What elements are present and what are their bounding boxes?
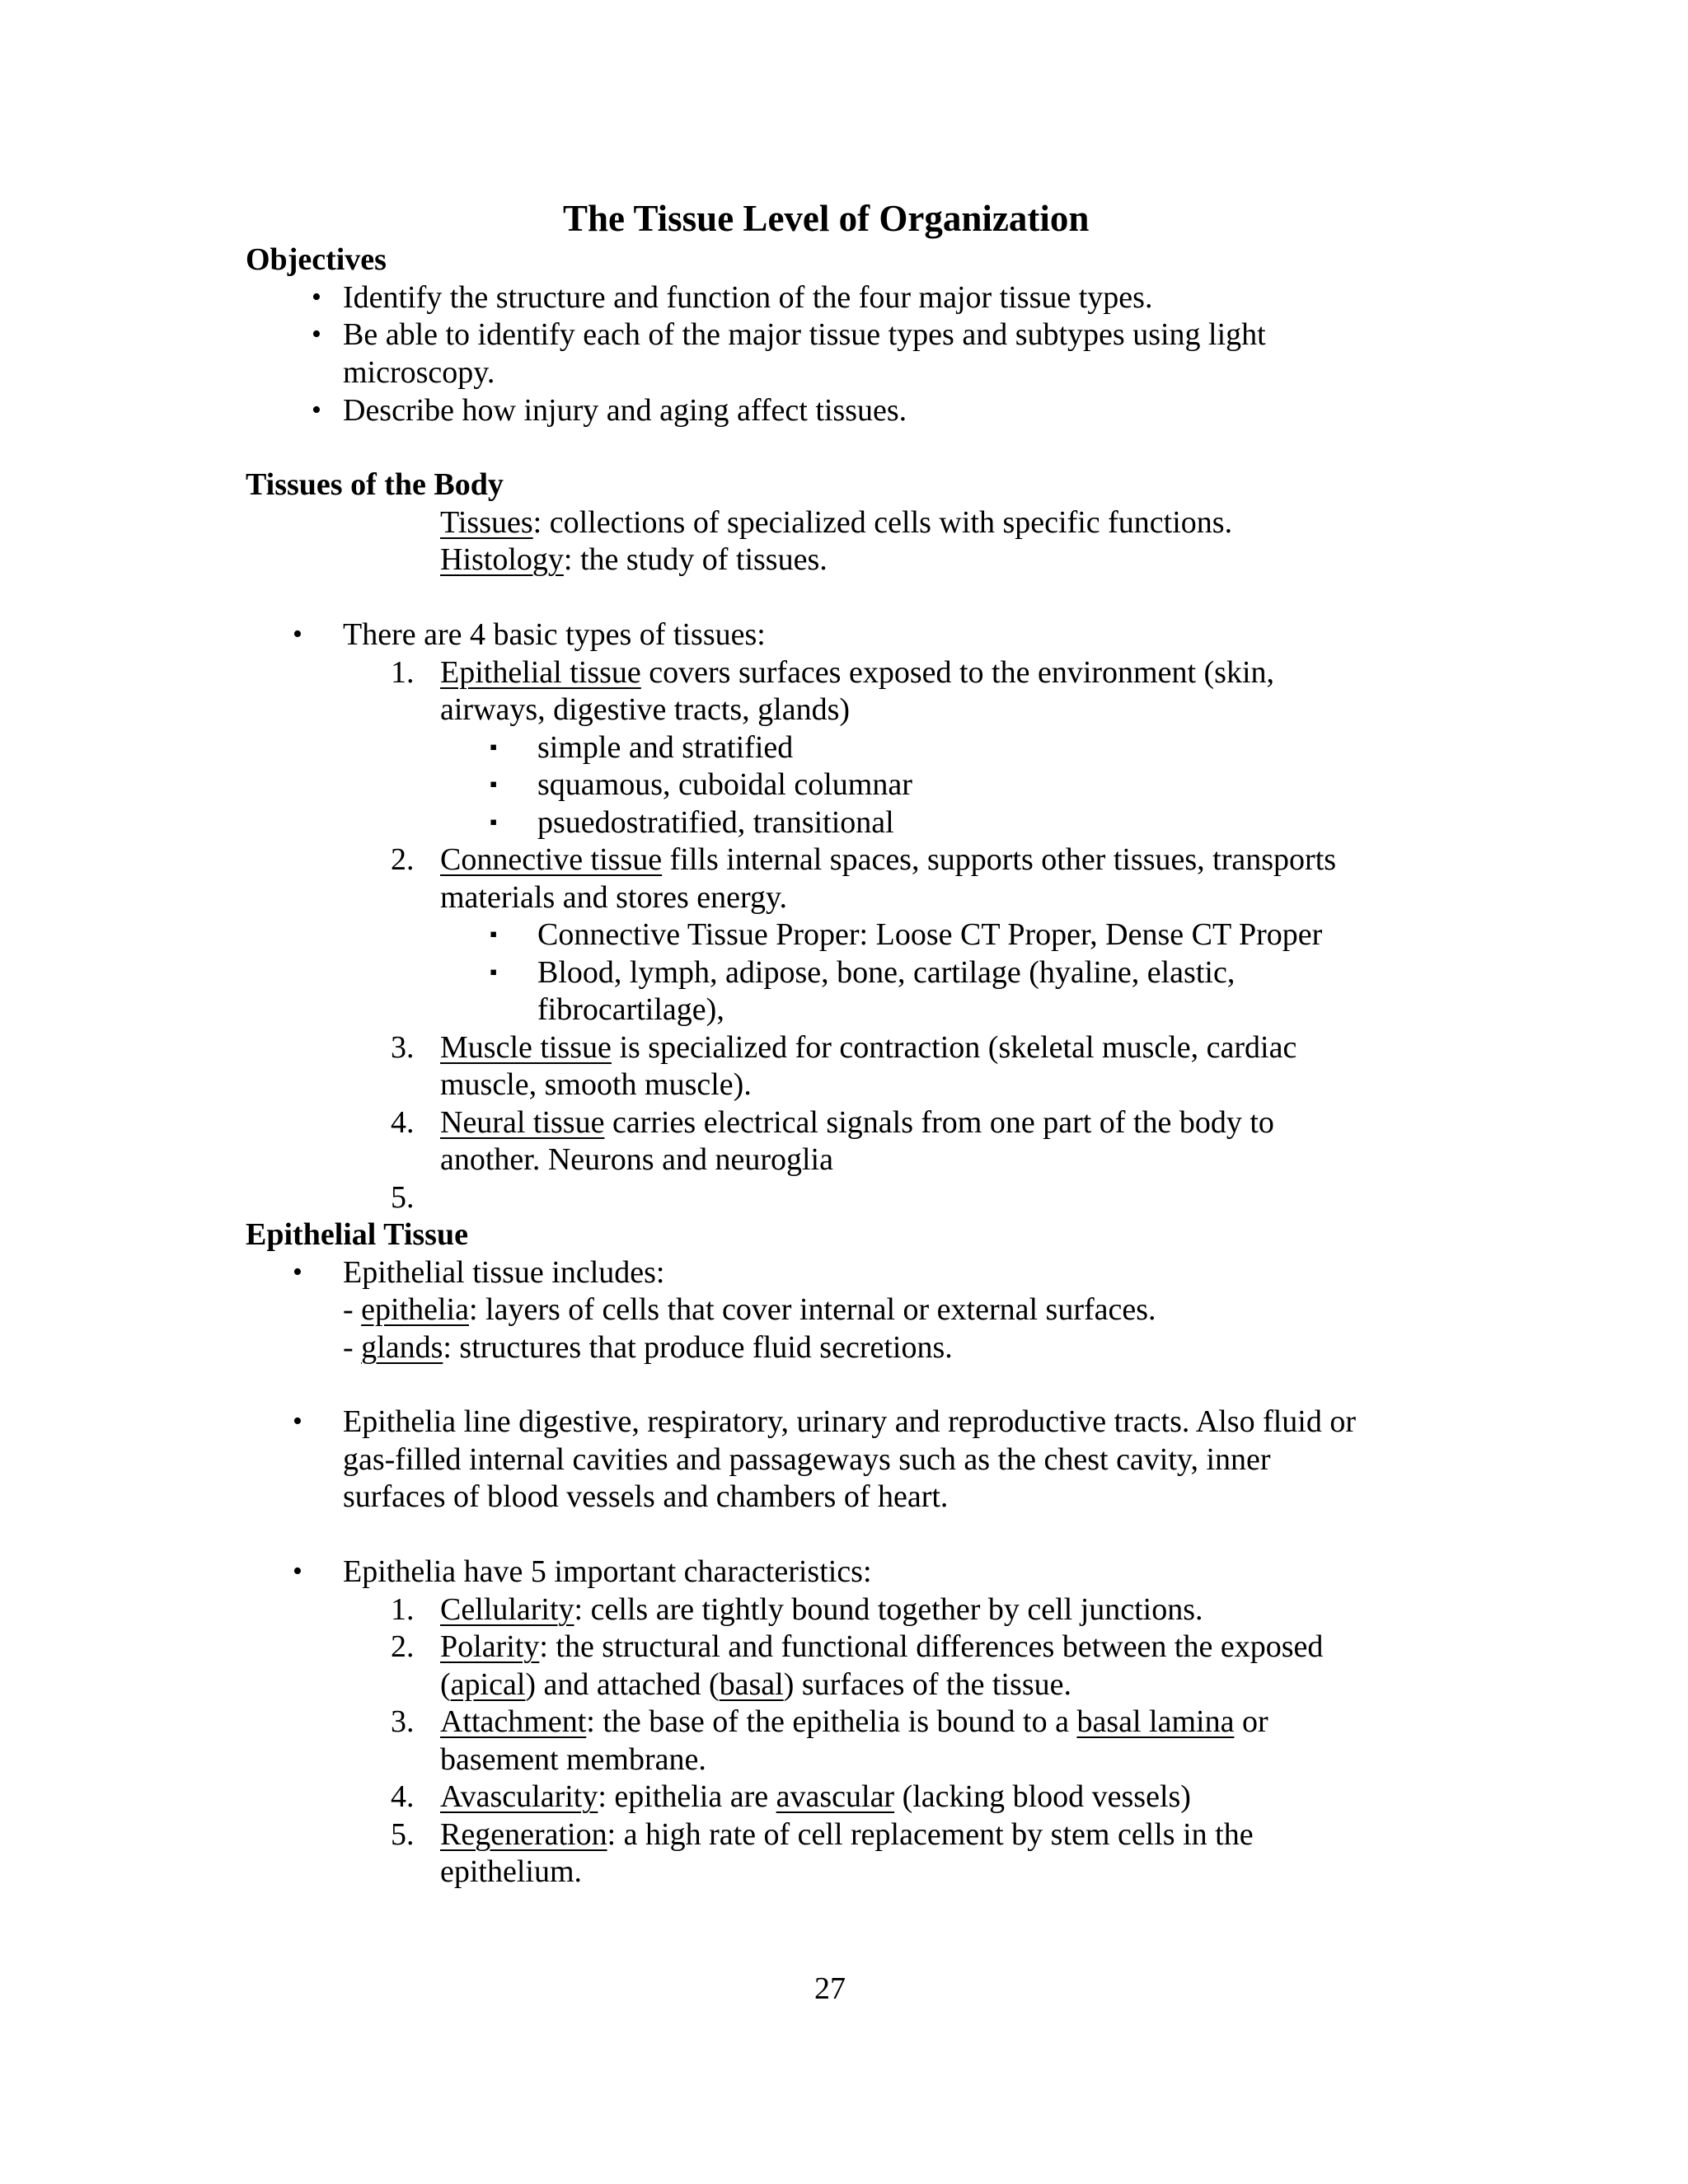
bullet: • bbox=[312, 282, 321, 312]
term: basal lamina bbox=[1076, 1704, 1235, 1739]
term: basal bbox=[719, 1667, 784, 1702]
list-number: 1. bbox=[391, 655, 415, 690]
tissue-type-connective: Connective tissue fills internal spaces, supports other tissues, transports bbox=[440, 842, 1337, 877]
list-number: 2. bbox=[391, 1629, 415, 1664]
list-number: 4. bbox=[391, 1105, 415, 1140]
term: Avascularity bbox=[440, 1779, 598, 1814]
paragraph-line: gas-filled internal cavities and passageways such as the chest cavity, inner bbox=[343, 1442, 1271, 1477]
term: Attachment bbox=[440, 1704, 587, 1739]
definition-tissues bbox=[440, 504, 1232, 541]
sub-item: Blood, lymph, adipose, bone, cartilage (hyaline, elastic, bbox=[537, 955, 1236, 990]
sub-item: squamous, cuboidal columnar bbox=[537, 767, 912, 802]
page-number: 27 bbox=[814, 1971, 846, 2006]
bullet: • bbox=[312, 319, 321, 349]
list-number: 2. bbox=[391, 842, 415, 877]
objective-item-continued: microscopy. bbox=[343, 355, 495, 390]
page-title: The Tissue Level of Organization bbox=[563, 198, 1090, 239]
objective-item: Be able to identify each of the major tissue types and subtypes using light bbox=[343, 317, 1266, 352]
tissue-types-intro: There are 4 basic types of tissues: bbox=[343, 617, 766, 652]
definition-histology bbox=[440, 541, 828, 579]
characteristic-avascularity: Avascularity: epithelia are avascular (lacking blood vessels) bbox=[440, 1779, 1191, 1814]
list-number: 5. bbox=[391, 1180, 415, 1215]
term: Cellularity bbox=[440, 1592, 574, 1627]
epithelial-heading: Epithelial Tissue bbox=[246, 1217, 468, 1252]
paragraph-line: surfaces of blood vessels and chambers of heart. bbox=[343, 1479, 949, 1514]
characteristic-attachment: Attachment: the base of the epithelia is bound to a basal lamina or bbox=[440, 1704, 1268, 1739]
square-bullet: ▪ bbox=[490, 922, 498, 946]
term: Tissues bbox=[440, 505, 533, 540]
characteristic-continued: epithelium. bbox=[440, 1854, 583, 1889]
term: apical bbox=[450, 1667, 526, 1702]
bullet: • bbox=[293, 1257, 302, 1287]
glands-definition: - glands: structures that produce fluid secretions. bbox=[343, 1330, 953, 1365]
objective-item: Describe how injury and aging affect tissues. bbox=[343, 393, 907, 428]
term: Connective tissue bbox=[440, 842, 663, 877]
tissue-type-muscle: Muscle tissue is specialized for contraction (skeletal muscle, cardiac bbox=[440, 1030, 1297, 1065]
sub-item: Connective Tissue Proper: Loose CT Proper, Dense CT Proper bbox=[537, 917, 1323, 952]
term: avascular bbox=[776, 1779, 895, 1814]
term: epithelia bbox=[361, 1292, 469, 1327]
objective-item: Identify the structure and function of the four major tissue types. bbox=[343, 280, 1153, 315]
term: glands bbox=[361, 1330, 443, 1365]
tissue-type-continued: materials and stores energy. bbox=[440, 880, 788, 915]
paragraph-line: Epithelia line digestive, respiratory, urinary and reproductive tracts. Also fluid or bbox=[343, 1404, 1357, 1439]
epithelial-intro: Epithelial tissue includes: bbox=[343, 1255, 665, 1290]
bullet: • bbox=[293, 619, 302, 649]
characteristic-continued: basement membrane. bbox=[440, 1742, 706, 1777]
characteristic-cellularity: Cellularity: cells are tightly bound together by cell junctions. bbox=[440, 1592, 1203, 1627]
term: Neural tissue bbox=[440, 1105, 605, 1140]
list-number: 3. bbox=[391, 1030, 415, 1065]
bullet: • bbox=[293, 1406, 302, 1436]
characteristic-regeneration: Regeneration: a high rate of cell replacement by stem cells in the bbox=[440, 1817, 1254, 1852]
term: Regeneration bbox=[440, 1817, 607, 1852]
list-number: 1. bbox=[391, 1592, 415, 1627]
definition-text: : the study of tissues. bbox=[563, 542, 828, 577]
term: Muscle tissue bbox=[440, 1030, 612, 1065]
list-number: 3. bbox=[391, 1704, 415, 1739]
list-number: 4. bbox=[391, 1779, 415, 1814]
epithelia-definition: - epithelia: layers of cells that cover internal or external surfaces. bbox=[343, 1292, 1156, 1327]
sub-item: simple and stratified bbox=[537, 730, 794, 765]
characteristic-polarity: Polarity: the structural and functional differences between the exposed bbox=[440, 1629, 1324, 1664]
tissue-type-continued: muscle, smooth muscle). bbox=[440, 1067, 752, 1102]
term: Epithelial tissue bbox=[440, 655, 641, 690]
characteristic-continued: (apical) and attached (basal) surfaces of the tissue. bbox=[440, 1667, 1071, 1702]
tissue-type-epithelial: Epithelial tissue covers surfaces exposed to the environment (skin, bbox=[440, 655, 1275, 690]
tissue-type-neural: Neural tissue carries electrical signals from one part of the body to bbox=[440, 1105, 1274, 1140]
square-bullet: ▪ bbox=[490, 772, 498, 796]
sub-item: psuedostratified, transitional bbox=[537, 805, 894, 840]
square-bullet: ▪ bbox=[490, 810, 498, 834]
bullet: • bbox=[293, 1556, 302, 1586]
term: Histology bbox=[440, 542, 564, 577]
square-bullet: ▪ bbox=[490, 960, 498, 984]
square-bullet: ▪ bbox=[490, 735, 498, 759]
list-number: 5. bbox=[391, 1817, 415, 1852]
characteristics-intro: Epithelia have 5 important characteristics: bbox=[343, 1554, 872, 1589]
objectives-heading: Objectives bbox=[246, 242, 387, 277]
tissue-type-continued: another. Neurons and neuroglia bbox=[440, 1142, 833, 1177]
definition-text: : collections of specialized cells with specific functions. bbox=[532, 505, 1233, 540]
sub-item-continued: fibrocartilage), bbox=[537, 992, 724, 1027]
tissues-heading: Tissues of the Body bbox=[246, 467, 504, 502]
bullet: • bbox=[312, 395, 321, 425]
tissue-type-continued: airways, digestive tracts, glands) bbox=[440, 692, 851, 727]
term: Polarity bbox=[440, 1629, 540, 1664]
